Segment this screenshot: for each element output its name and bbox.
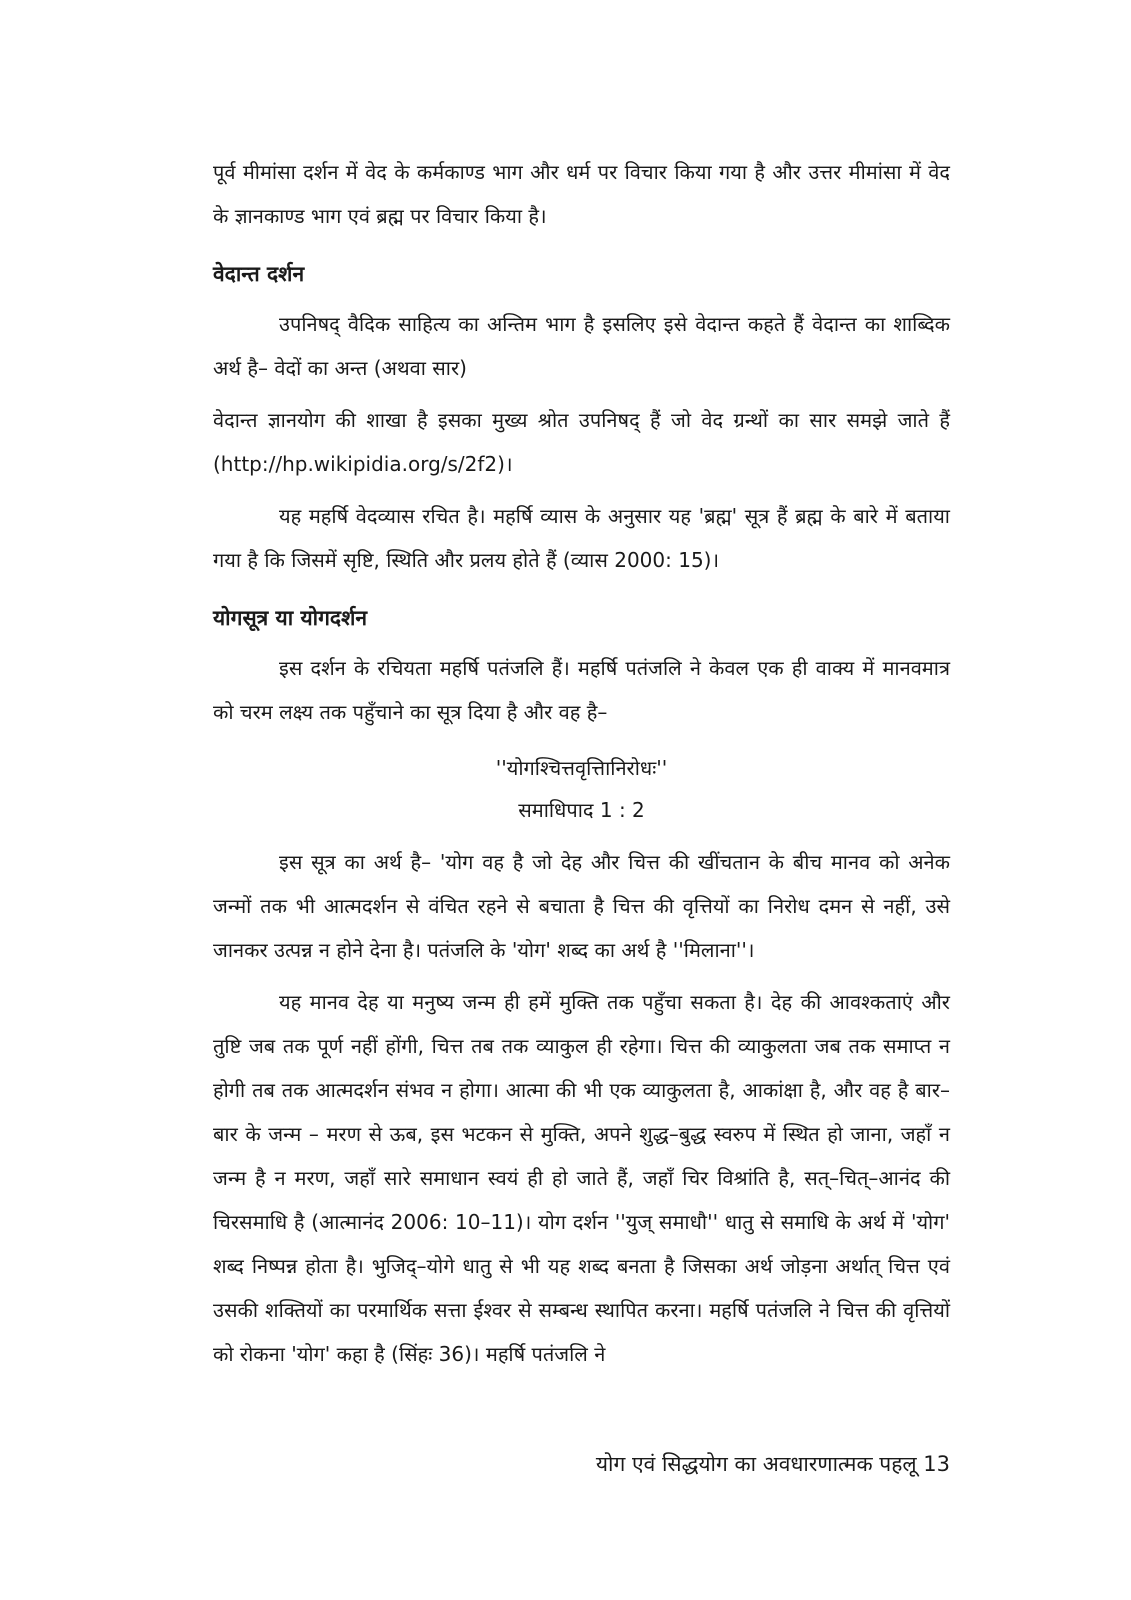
paragraph-vedvyas: यह महर्षि वेदव्यास रचित है। महर्षि व्यास के अनुसार यह 'ब्रह्म' सूत्र हैं ब्रह्म के बारे में बताया गया है कि जिसमें सृष्टि, स्थिति और प्रलय होते हैं (व्यास 2000: 15)। [213, 504, 950, 572]
body-text [213, 150, 950, 1376]
page-footer: योग एवं सिद्धयोग का अवधारणात्मक पहलू 13 [595, 1452, 950, 1476]
heading-yogsutra: योगसूत्र या योगदर्शन [213, 606, 367, 630]
heading-vedant-darshan: वेदान्त दर्शन [213, 262, 305, 286]
paragraph-manav-deh: यह मानव देह या मनुष्य जन्म ही हमें मुक्ति तक पहुँचा सकता है। देह की आवश्कताएं और तुष्टि जब तक पूर्ण नहीं होंगी, चित्त तब तक व्याकुल ही रहेगा। चित्त की व्याकुलता जब तक समाप्त न होगी तब तक आत्मदर्शन संभव न होगा। आत्मा की भी एक व्याकुलता है, आकांक्षा है, और वह है बार–बार के जन्म – मरण से ऊब, इस भटकन से मुक्ति, अपने शुद्ध–बुद्ध स्वरुप में स्थित हो जाना, जहाँ न जन्म है न मरण, जहाँ सारे समाधान स्वयं ही हो जाते हैं, जहाँ चिर विश्रांति है, सत्–चित्–आनंद की चिरसमाधि है (आत्मानंद 2006: 10–11)। योग दर्शन ''युज् समाधौ'' धातु से समाधि के अर्थ में 'योग' शब्द निष्पन्न होता है। भुजिद्–योगे धातु से भी यह शब्द बनता है जिसका अर्थ जोड़ना अर्थात् चित्त एवं उसकी शक्तियों का परमार्थिक सत्ता ईश्वर से सम्बन्ध स्थापित करना। महर्षि पतंजलि ने चित्त की वृत्तियों को रोकना 'योग' कहा है (सिंहः 36)। महर्षि पतंजलि ने [213, 990, 950, 1366]
paragraph-upanishad: उपनिषद् वैदिक साहित्य का अन्तिम भाग है इसलिए इसे वेदान्त कहते हैं वेदान्त का शाब्दिक अर्थ है– वेदों का अन्त (अथवा सार) [213, 312, 950, 380]
paragraph-purva-mimamsa: पूर्व मीमांसा दर्शन में वेद के कर्मकाण्ड भाग और धर्म पर विचार किया गया है और उत्तर मीमांसा में वेद के ज्ञानकाण्ड भाग एवं ब्रह्म पर विचार किया है। [213, 160, 950, 228]
paragraph-sutra-meaning: इस सूत्र का अर्थ है– 'योग वह है जो देह और चित्त की खींचतान के बीच मानव को अनेक जन्मों तक भी आत्मदर्शन से वंचित रहने से बचाता है चित्त की वृत्तियों का निरोध दमन से नहीं, उसे जानकर उत्पन्न न होने देना है। पतंजलि के 'योग' शब्द का अर्थ है ''मिलाना''। [213, 850, 950, 962]
sutra-reference: समाधिपाद 1 : 2 [518, 798, 645, 822]
sutra-verse: ''योगश्चित्तवृत्तिानिरोधः'' [495, 756, 668, 780]
paragraph-vedant-gyanyog: वेदान्त ज्ञानयोग की शाखा है इसका मुख्य श्रोत उपनिषद् हैं जो वेद ग्रन्थों का सार समझे जाते हैं (http://hp.wikipidia.org/s/2f2)। [213, 408, 950, 476]
paragraph-patanjali-intro: इस दर्शन के रचियता महर्षि पतंजलि हैं। महर्षि पतंजलि ने केवल एक ही वाक्य में मानवमात्र को चरम लक्ष्य तक पहुँचाने का सूत्र दिया है और वह है– [213, 656, 950, 724]
